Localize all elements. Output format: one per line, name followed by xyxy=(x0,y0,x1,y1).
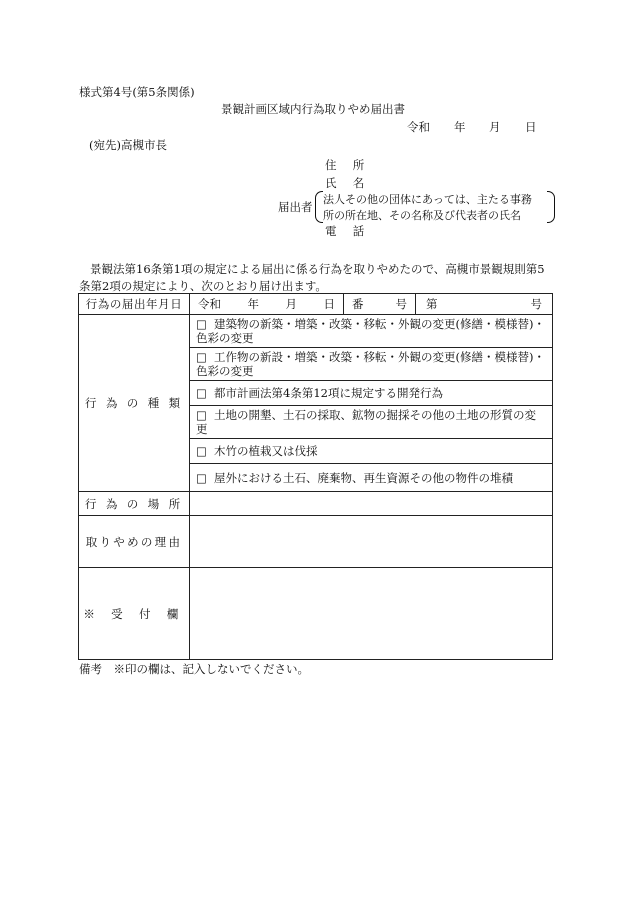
intro-line2: 条第2項の規定により、次のとおり届け出ます。 xyxy=(79,279,327,293)
form-number: 様式第4号(第5条関係) xyxy=(79,85,195,99)
option-land-text1: 土地の開墾、土石の採取、鉱物の掘採その他の土地の形質の変 xyxy=(214,408,536,422)
action-place-label: 行 為 の 場 所 xyxy=(79,492,190,516)
corp-note-line1: 法人その他の団体にあっては、主たる事務 xyxy=(323,193,532,206)
notification-number-cell[interactable] xyxy=(416,294,553,315)
checkbox-icon[interactable]: □ xyxy=(196,317,207,331)
phone-label: 電 話 xyxy=(325,224,371,238)
table-date-month: 月 xyxy=(285,297,297,311)
date-day-label: 日 xyxy=(525,120,537,134)
table-date-era: 令和 xyxy=(198,297,221,311)
notification-table xyxy=(78,293,553,660)
checkbox-icon[interactable]: □ xyxy=(196,350,207,364)
option-building-text2: 色彩の変更 xyxy=(196,331,254,345)
checkbox-icon[interactable]: □ xyxy=(196,444,207,458)
option-land-text2: 更 xyxy=(196,422,208,436)
date-year-label: 年 xyxy=(454,120,466,134)
cancel-reason-label: 取りやめの理由 xyxy=(79,516,190,568)
checkbox-icon[interactable]: □ xyxy=(196,470,207,485)
table-date-year: 年 xyxy=(247,297,259,311)
reception-label: ※ 受 付 欄 xyxy=(79,568,190,660)
bracket-right xyxy=(547,191,555,223)
number-dai: 第 xyxy=(426,297,438,311)
corp-note-line2: 所の所在地、その名称及び代表者の氏名 xyxy=(323,209,521,222)
option-development[interactable] xyxy=(190,381,553,406)
option-trees-text: 木竹の植栽又は伐採 xyxy=(214,444,318,458)
checkbox-icon[interactable]: □ xyxy=(196,386,207,400)
option-land[interactable] xyxy=(190,406,553,439)
notifier-label: 届出者 xyxy=(278,200,313,214)
addressee: (宛先)高槻市長 xyxy=(89,138,167,152)
option-deposit-text: 屋外における土石、廃棄物、再生資源その他の物件の堆積 xyxy=(214,470,513,485)
action-place-field[interactable] xyxy=(190,492,553,516)
number-go: 号 xyxy=(530,297,542,311)
option-building-text1: 建築物の新築・増築・改築・移転・外観の変更(修繕・模様替)・ xyxy=(214,317,545,331)
reception-field xyxy=(190,568,553,660)
option-structure-text2: 色彩の変更 xyxy=(196,364,254,378)
number-label-b: 号 xyxy=(395,297,407,311)
address-label: 住 所 xyxy=(325,158,371,172)
action-type-label: 行 為 の 種 類 xyxy=(79,315,190,492)
cancel-reason-field[interactable] xyxy=(190,516,553,568)
table-date-day: 日 xyxy=(323,297,335,311)
number-label-cell xyxy=(344,294,416,315)
option-structure-text1: 工作物の新設・増築・改築・移転・外観の変更(修繕・模様替)・ xyxy=(214,350,545,364)
number-label-a: 番 xyxy=(352,297,364,311)
date-row-label: 行為の届出年月日 xyxy=(79,294,190,315)
notification-date-cell[interactable] xyxy=(190,294,344,315)
date-era: 令和 xyxy=(407,120,430,134)
remarks: 備考 ※印の欄は、記入しないでください。 xyxy=(79,662,309,676)
document-title: 景観計画区域内行為取りやめ届出書 xyxy=(221,102,405,116)
option-deposit[interactable] xyxy=(190,464,553,492)
option-structure[interactable] xyxy=(190,348,553,381)
intro-line1: 景観法第16条第1項の規定による届出に係る行為を取りやめたので、高槻市景観規則第5 xyxy=(90,262,545,276)
checkbox-icon[interactable]: □ xyxy=(196,408,207,422)
name-label: 氏 名 xyxy=(325,176,371,190)
date-month-label: 月 xyxy=(489,120,501,134)
bracket-left xyxy=(315,191,323,223)
option-development-text: 都市計画法第4条第12項に規定する開発行為 xyxy=(214,386,443,400)
option-building[interactable] xyxy=(190,315,553,348)
option-trees[interactable] xyxy=(190,439,553,464)
